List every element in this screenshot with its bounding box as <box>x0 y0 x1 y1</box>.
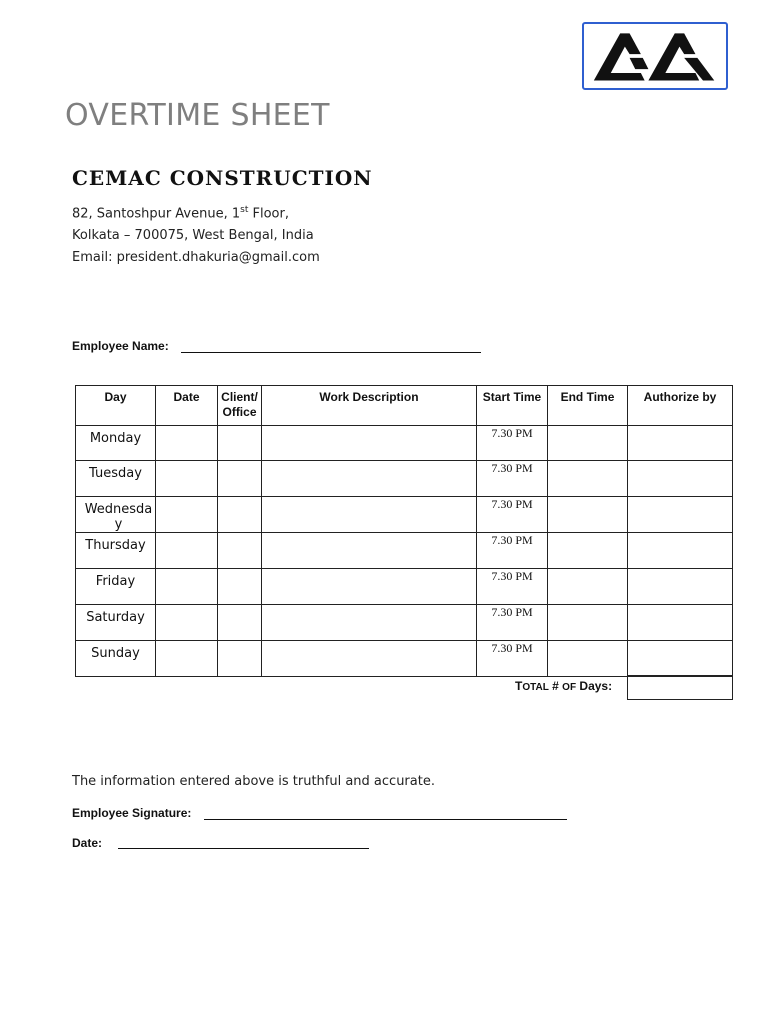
table-row <box>76 461 733 497</box>
client-cell[interactable] <box>218 605 262 641</box>
start-time-cell: 7.30 PM <box>477 426 548 461</box>
day-cell: Tuesday <box>76 461 156 497</box>
table-row <box>76 569 733 605</box>
date-cell[interactable] <box>156 641 218 677</box>
client-cell[interactable] <box>218 533 262 569</box>
header-date: Date <box>156 386 218 426</box>
day-cell: Friday <box>76 569 156 605</box>
client-cell[interactable] <box>218 461 262 497</box>
company-name: CEMAC CONSTRUCTION <box>72 166 373 190</box>
start-time-cell: 7.30 PM <box>477 605 548 641</box>
date-label: Date: <box>72 836 103 850</box>
day-cell: Sunday <box>76 641 156 677</box>
work-cell[interactable] <box>262 641 477 677</box>
truthfulness-statement: The information entered above is truthful and accurate. <box>72 774 435 789</box>
start-time-cell: 7.30 PM <box>477 497 548 533</box>
end-time-cell[interactable] <box>548 461 628 497</box>
date-cell[interactable] <box>156 605 218 641</box>
end-time-cell[interactable] <box>548 497 628 533</box>
address-line-2: Kolkata – 700075, West Bengal, India <box>72 228 314 243</box>
employee-name-label: Employee Name: <box>72 339 169 353</box>
authorize-cell[interactable] <box>628 461 733 497</box>
work-cell[interactable] <box>262 605 477 641</box>
date-cell[interactable] <box>156 461 218 497</box>
start-time-cell: 7.30 PM <box>477 641 548 677</box>
client-cell[interactable] <box>218 569 262 605</box>
day-cell: Wednesday <box>76 497 156 533</box>
work-cell[interactable] <box>262 426 477 461</box>
employee-signature-field[interactable] <box>204 819 567 820</box>
authorize-cell[interactable] <box>628 426 733 461</box>
employee-name-field[interactable] <box>181 352 481 353</box>
day-cell: Monday <box>76 426 156 461</box>
address-line-1: 82, Santoshpur Avenue, 1st Floor, <box>72 205 289 222</box>
authorize-cell[interactable] <box>628 533 733 569</box>
end-time-cell[interactable] <box>548 533 628 569</box>
header-client-office: Client/ Office <box>218 386 262 426</box>
authorize-cell[interactable] <box>628 497 733 533</box>
overtime-table <box>75 385 733 677</box>
employee-signature-label: Employee Signature: <box>72 806 192 820</box>
start-time-cell: 7.30 PM <box>477 533 548 569</box>
date-cell[interactable] <box>156 497 218 533</box>
table-row <box>76 605 733 641</box>
work-cell[interactable] <box>262 497 477 533</box>
end-time-cell[interactable] <box>548 605 628 641</box>
company-logo <box>582 22 728 90</box>
client-cell[interactable] <box>218 497 262 533</box>
date-field[interactable] <box>118 848 369 849</box>
authorize-cell[interactable] <box>628 569 733 605</box>
authorize-cell[interactable] <box>628 641 733 677</box>
date-cell[interactable] <box>156 533 218 569</box>
client-cell[interactable] <box>218 426 262 461</box>
header-work-description: Work Description <box>262 386 477 426</box>
email-line: Email: president.dhakuria@gmail.com <box>72 250 320 265</box>
header-day: Day <box>76 386 156 426</box>
page-title: OVERTIME SHEET <box>65 98 330 133</box>
end-time-cell[interactable] <box>548 426 628 461</box>
table-row <box>76 641 733 677</box>
table-row <box>76 426 733 461</box>
header-authorize-by: Authorize by <box>628 386 733 426</box>
table-row <box>76 533 733 569</box>
authorize-cell[interactable] <box>628 605 733 641</box>
work-cell[interactable] <box>262 569 477 605</box>
day-cell: Saturday <box>76 605 156 641</box>
work-cell[interactable] <box>262 533 477 569</box>
header-end-time: End Time <box>548 386 628 426</box>
table-row <box>76 497 733 533</box>
end-time-cell[interactable] <box>548 641 628 677</box>
end-time-cell[interactable] <box>548 569 628 605</box>
client-cell[interactable] <box>218 641 262 677</box>
total-days-field[interactable] <box>627 675 733 700</box>
start-time-cell: 7.30 PM <box>477 461 548 497</box>
work-cell[interactable] <box>262 461 477 497</box>
table-header-row <box>76 386 733 426</box>
day-cell: Thursday <box>76 533 156 569</box>
header-start-time: Start Time <box>477 386 548 426</box>
date-cell[interactable] <box>156 426 218 461</box>
total-days-label: TOTAL # OF Days: <box>515 679 613 693</box>
start-time-cell: 7.30 PM <box>477 569 548 605</box>
date-cell[interactable] <box>156 569 218 605</box>
